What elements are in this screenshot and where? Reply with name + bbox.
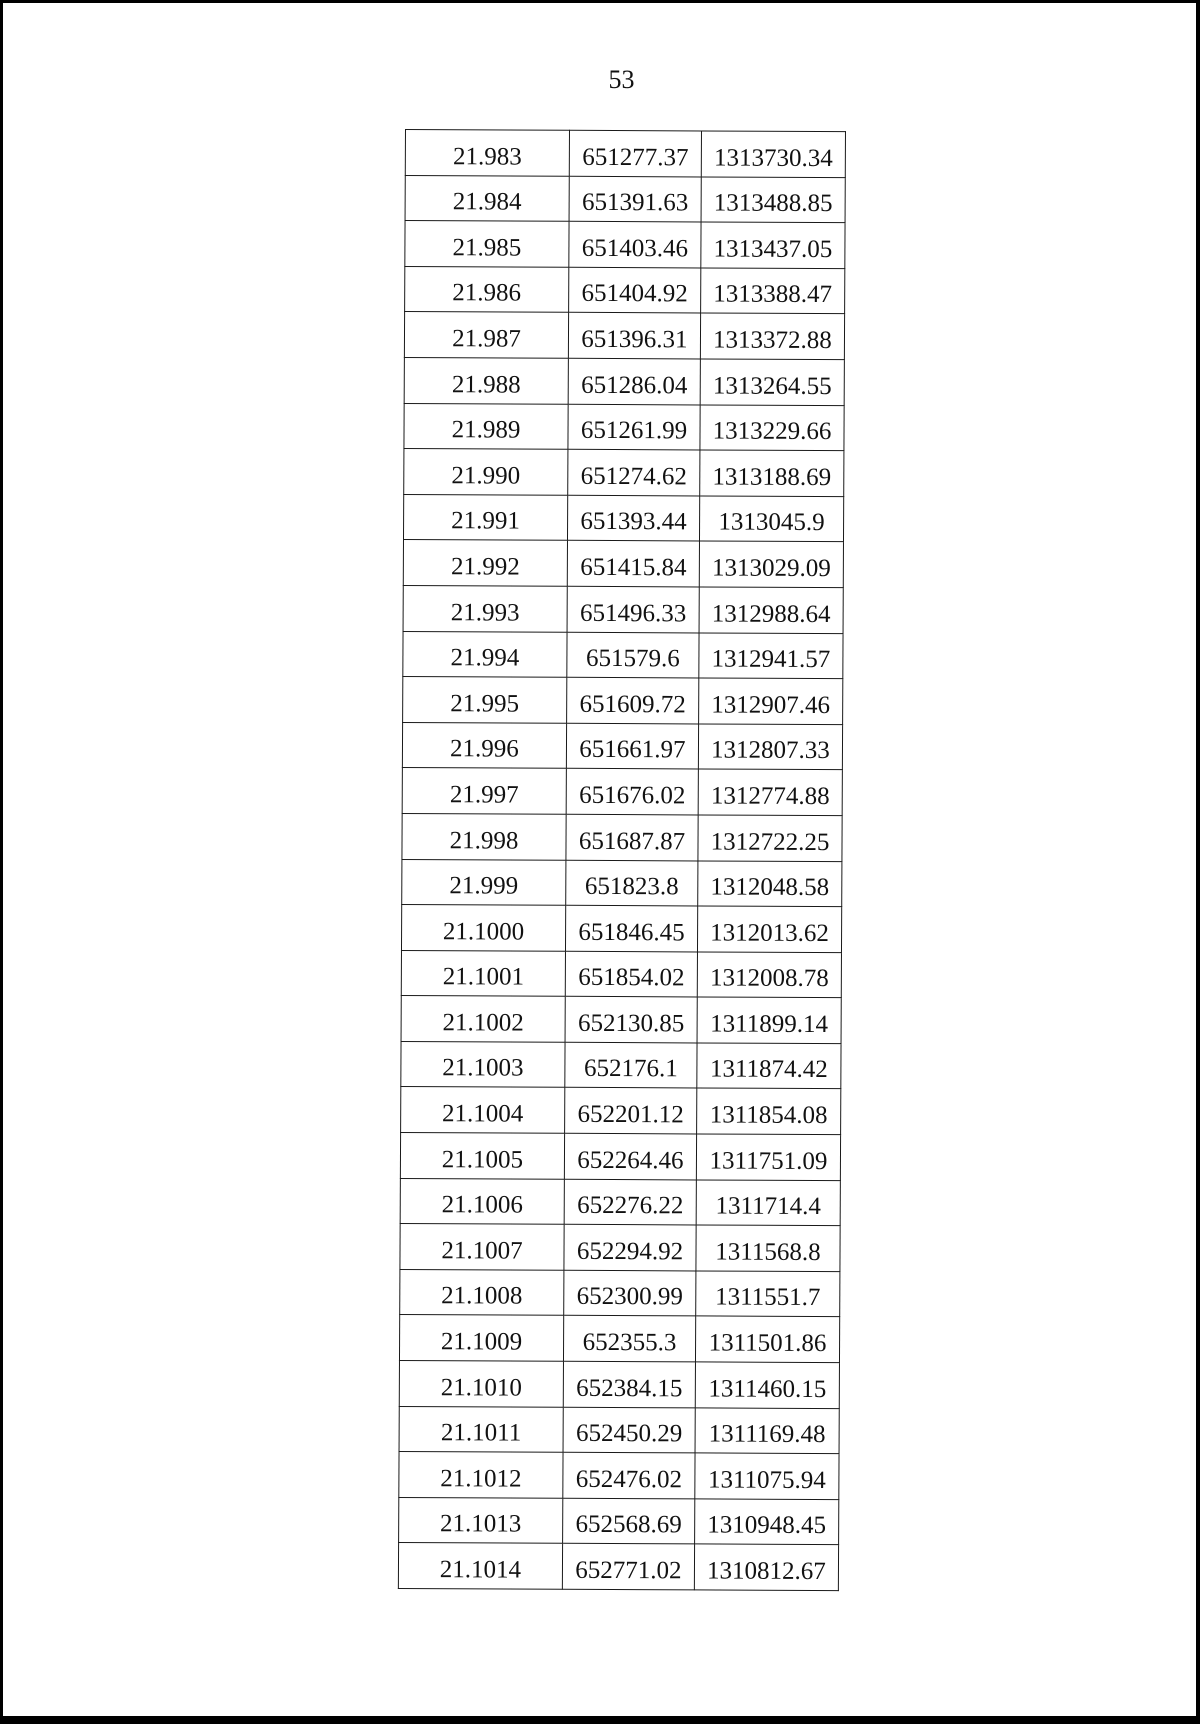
point-id-cell: 21.1003 bbox=[401, 1041, 565, 1087]
x-coordinate-cell: 652300.99 bbox=[564, 1270, 696, 1316]
table-row bbox=[403, 631, 843, 679]
x-coordinate-cell: 652476.02 bbox=[563, 1453, 695, 1499]
x-coordinate-cell: 651261.99 bbox=[568, 404, 700, 450]
x-coordinate-cell: 651274.62 bbox=[568, 449, 700, 495]
x-coordinate-cell: 652201.12 bbox=[565, 1088, 697, 1134]
y-coordinate-cell: 1312907.46 bbox=[699, 678, 843, 724]
point-id-cell: 21.1011 bbox=[399, 1406, 563, 1452]
table-row bbox=[398, 1543, 838, 1591]
table-row bbox=[400, 1178, 840, 1226]
table-row bbox=[405, 266, 845, 314]
table-row bbox=[403, 585, 843, 633]
x-coordinate-cell: 651277.37 bbox=[569, 130, 701, 176]
y-coordinate-cell: 1313437.05 bbox=[701, 222, 845, 268]
point-id-cell: 21.1012 bbox=[399, 1452, 563, 1498]
table-row bbox=[403, 540, 843, 588]
point-id-cell: 21.989 bbox=[404, 403, 568, 449]
x-coordinate-cell: 652384.15 bbox=[563, 1361, 695, 1407]
y-coordinate-cell: 1312013.62 bbox=[697, 906, 841, 952]
y-coordinate-cell: 1311169.48 bbox=[695, 1408, 839, 1454]
document-page bbox=[3, 3, 1196, 1720]
point-id-cell: 21.985 bbox=[405, 221, 569, 267]
table-row bbox=[399, 1497, 839, 1545]
point-id-cell: 21.1008 bbox=[400, 1269, 564, 1315]
y-coordinate-cell: 1313730.34 bbox=[701, 131, 845, 177]
table-row bbox=[402, 859, 842, 907]
point-id-cell: 21.988 bbox=[404, 357, 568, 403]
table-row bbox=[400, 1224, 840, 1272]
y-coordinate-cell: 1312008.78 bbox=[697, 952, 841, 998]
y-coordinate-cell: 1313229.66 bbox=[700, 405, 844, 451]
table-row bbox=[399, 1361, 839, 1409]
table-row bbox=[399, 1452, 839, 1500]
point-id-cell: 21.994 bbox=[403, 631, 567, 677]
point-id-cell: 21.1001 bbox=[401, 950, 565, 996]
y-coordinate-cell: 1313488.85 bbox=[701, 177, 845, 223]
y-coordinate-cell: 1313372.88 bbox=[700, 313, 844, 359]
y-coordinate-cell: 1313388.47 bbox=[701, 268, 845, 314]
y-coordinate-cell: 1313264.55 bbox=[700, 359, 844, 405]
point-id-cell: 21.1002 bbox=[401, 996, 565, 1042]
y-coordinate-cell: 1312722.25 bbox=[698, 815, 842, 861]
point-id-cell: 21.992 bbox=[403, 540, 567, 586]
table-row bbox=[405, 221, 845, 269]
x-coordinate-cell: 652130.85 bbox=[565, 997, 697, 1043]
y-coordinate-cell: 1311874.42 bbox=[697, 1043, 841, 1089]
table-row bbox=[404, 403, 844, 451]
point-id-cell: 21.997 bbox=[402, 768, 566, 814]
point-id-cell: 21.1006 bbox=[400, 1178, 564, 1224]
y-coordinate-cell: 1312048.58 bbox=[698, 860, 842, 906]
x-coordinate-cell: 651579.6 bbox=[567, 632, 699, 678]
table-row bbox=[399, 1315, 839, 1363]
point-id-cell: 21.990 bbox=[404, 449, 568, 495]
y-coordinate-cell: 1311075.94 bbox=[695, 1453, 839, 1499]
table-row bbox=[401, 1041, 841, 1089]
table-row bbox=[405, 130, 845, 178]
x-coordinate-cell: 652294.92 bbox=[564, 1225, 696, 1271]
coordinates-table bbox=[398, 129, 846, 1591]
y-coordinate-cell: 1311460.15 bbox=[695, 1362, 839, 1408]
x-coordinate-cell: 652771.02 bbox=[562, 1544, 694, 1590]
table-row bbox=[402, 813, 842, 861]
y-coordinate-cell: 1311551.7 bbox=[696, 1271, 840, 1317]
x-coordinate-cell: 651676.02 bbox=[566, 769, 698, 815]
table-row bbox=[403, 677, 843, 725]
x-coordinate-cell: 651415.84 bbox=[567, 541, 699, 587]
page-number: 53 bbox=[608, 65, 635, 94]
x-coordinate-cell: 651286.04 bbox=[568, 358, 700, 404]
x-coordinate-cell: 651609.72 bbox=[567, 677, 699, 723]
y-coordinate-cell: 1312807.33 bbox=[698, 724, 842, 770]
y-coordinate-cell: 1311751.09 bbox=[696, 1134, 840, 1180]
y-coordinate-cell: 1310812.67 bbox=[694, 1544, 838, 1590]
table-row bbox=[400, 1133, 840, 1181]
y-coordinate-cell: 1313188.69 bbox=[700, 450, 844, 496]
x-coordinate-cell: 652276.22 bbox=[564, 1179, 696, 1225]
x-coordinate-cell: 651393.44 bbox=[567, 495, 699, 541]
point-id-cell: 21.993 bbox=[403, 585, 567, 631]
point-id-cell: 21.1000 bbox=[401, 905, 565, 951]
x-coordinate-cell: 651404.92 bbox=[569, 267, 701, 313]
point-id-cell: 21.984 bbox=[405, 175, 569, 221]
y-coordinate-cell: 1311854.08 bbox=[697, 1088, 841, 1134]
table-row bbox=[401, 1087, 841, 1135]
x-coordinate-cell: 651823.8 bbox=[566, 860, 698, 906]
table-row bbox=[400, 1269, 840, 1317]
coordinates-table-body bbox=[398, 130, 845, 1591]
point-id-cell: 21.998 bbox=[402, 813, 566, 859]
x-coordinate-cell: 651391.63 bbox=[569, 176, 701, 222]
y-coordinate-cell: 1311568.8 bbox=[696, 1225, 840, 1271]
y-coordinate-cell: 1310948.45 bbox=[695, 1499, 839, 1545]
x-coordinate-cell: 651846.45 bbox=[565, 905, 697, 951]
x-coordinate-cell: 651687.87 bbox=[566, 814, 698, 860]
x-coordinate-cell: 652264.46 bbox=[564, 1133, 696, 1179]
scan-bottom-edge bbox=[3, 1716, 1196, 1720]
point-id-cell: 21.991 bbox=[403, 494, 567, 540]
y-coordinate-cell: 1311899.14 bbox=[697, 997, 841, 1043]
table-row bbox=[402, 768, 842, 816]
point-id-cell: 21.996 bbox=[402, 722, 566, 768]
table-row bbox=[401, 996, 841, 1044]
point-id-cell: 21.987 bbox=[404, 312, 568, 358]
y-coordinate-cell: 1312774.88 bbox=[698, 769, 842, 815]
x-coordinate-cell: 651854.02 bbox=[565, 951, 697, 997]
y-coordinate-cell: 1312941.57 bbox=[699, 632, 843, 678]
x-coordinate-cell: 651396.31 bbox=[568, 313, 700, 359]
x-coordinate-cell: 651403.46 bbox=[569, 221, 701, 267]
x-coordinate-cell: 651496.33 bbox=[567, 586, 699, 632]
table-row bbox=[399, 1406, 839, 1454]
table-row bbox=[402, 722, 842, 770]
point-id-cell: 21.1005 bbox=[400, 1133, 564, 1179]
y-coordinate-cell: 1311501.86 bbox=[695, 1316, 839, 1362]
y-coordinate-cell: 1313029.09 bbox=[699, 541, 843, 587]
point-id-cell: 21.983 bbox=[405, 130, 569, 176]
y-coordinate-cell: 1313045.9 bbox=[699, 496, 843, 542]
table-row bbox=[404, 357, 844, 405]
x-coordinate-cell: 652176.1 bbox=[565, 1042, 697, 1088]
y-coordinate-cell: 1311714.4 bbox=[696, 1180, 840, 1226]
x-coordinate-cell: 652568.69 bbox=[563, 1498, 695, 1544]
point-id-cell: 21.1007 bbox=[400, 1224, 564, 1270]
x-coordinate-cell: 652450.29 bbox=[563, 1407, 695, 1453]
table-row bbox=[404, 449, 844, 497]
table-row bbox=[404, 312, 844, 360]
table-row bbox=[401, 950, 841, 998]
table-row bbox=[401, 905, 841, 953]
x-coordinate-cell: 651661.97 bbox=[566, 723, 698, 769]
point-id-cell: 21.1009 bbox=[399, 1315, 563, 1361]
point-id-cell: 21.986 bbox=[405, 266, 569, 312]
point-id-cell: 21.1010 bbox=[399, 1361, 563, 1407]
point-id-cell: 21.1004 bbox=[401, 1087, 565, 1133]
point-id-cell: 21.1013 bbox=[399, 1497, 563, 1543]
x-coordinate-cell: 652355.3 bbox=[563, 1316, 695, 1362]
table-row bbox=[405, 175, 845, 223]
table-row bbox=[403, 494, 843, 542]
point-id-cell: 21.995 bbox=[403, 677, 567, 723]
y-coordinate-cell: 1312988.64 bbox=[699, 587, 843, 633]
point-id-cell: 21.999 bbox=[402, 859, 566, 905]
point-id-cell: 21.1014 bbox=[398, 1543, 562, 1589]
